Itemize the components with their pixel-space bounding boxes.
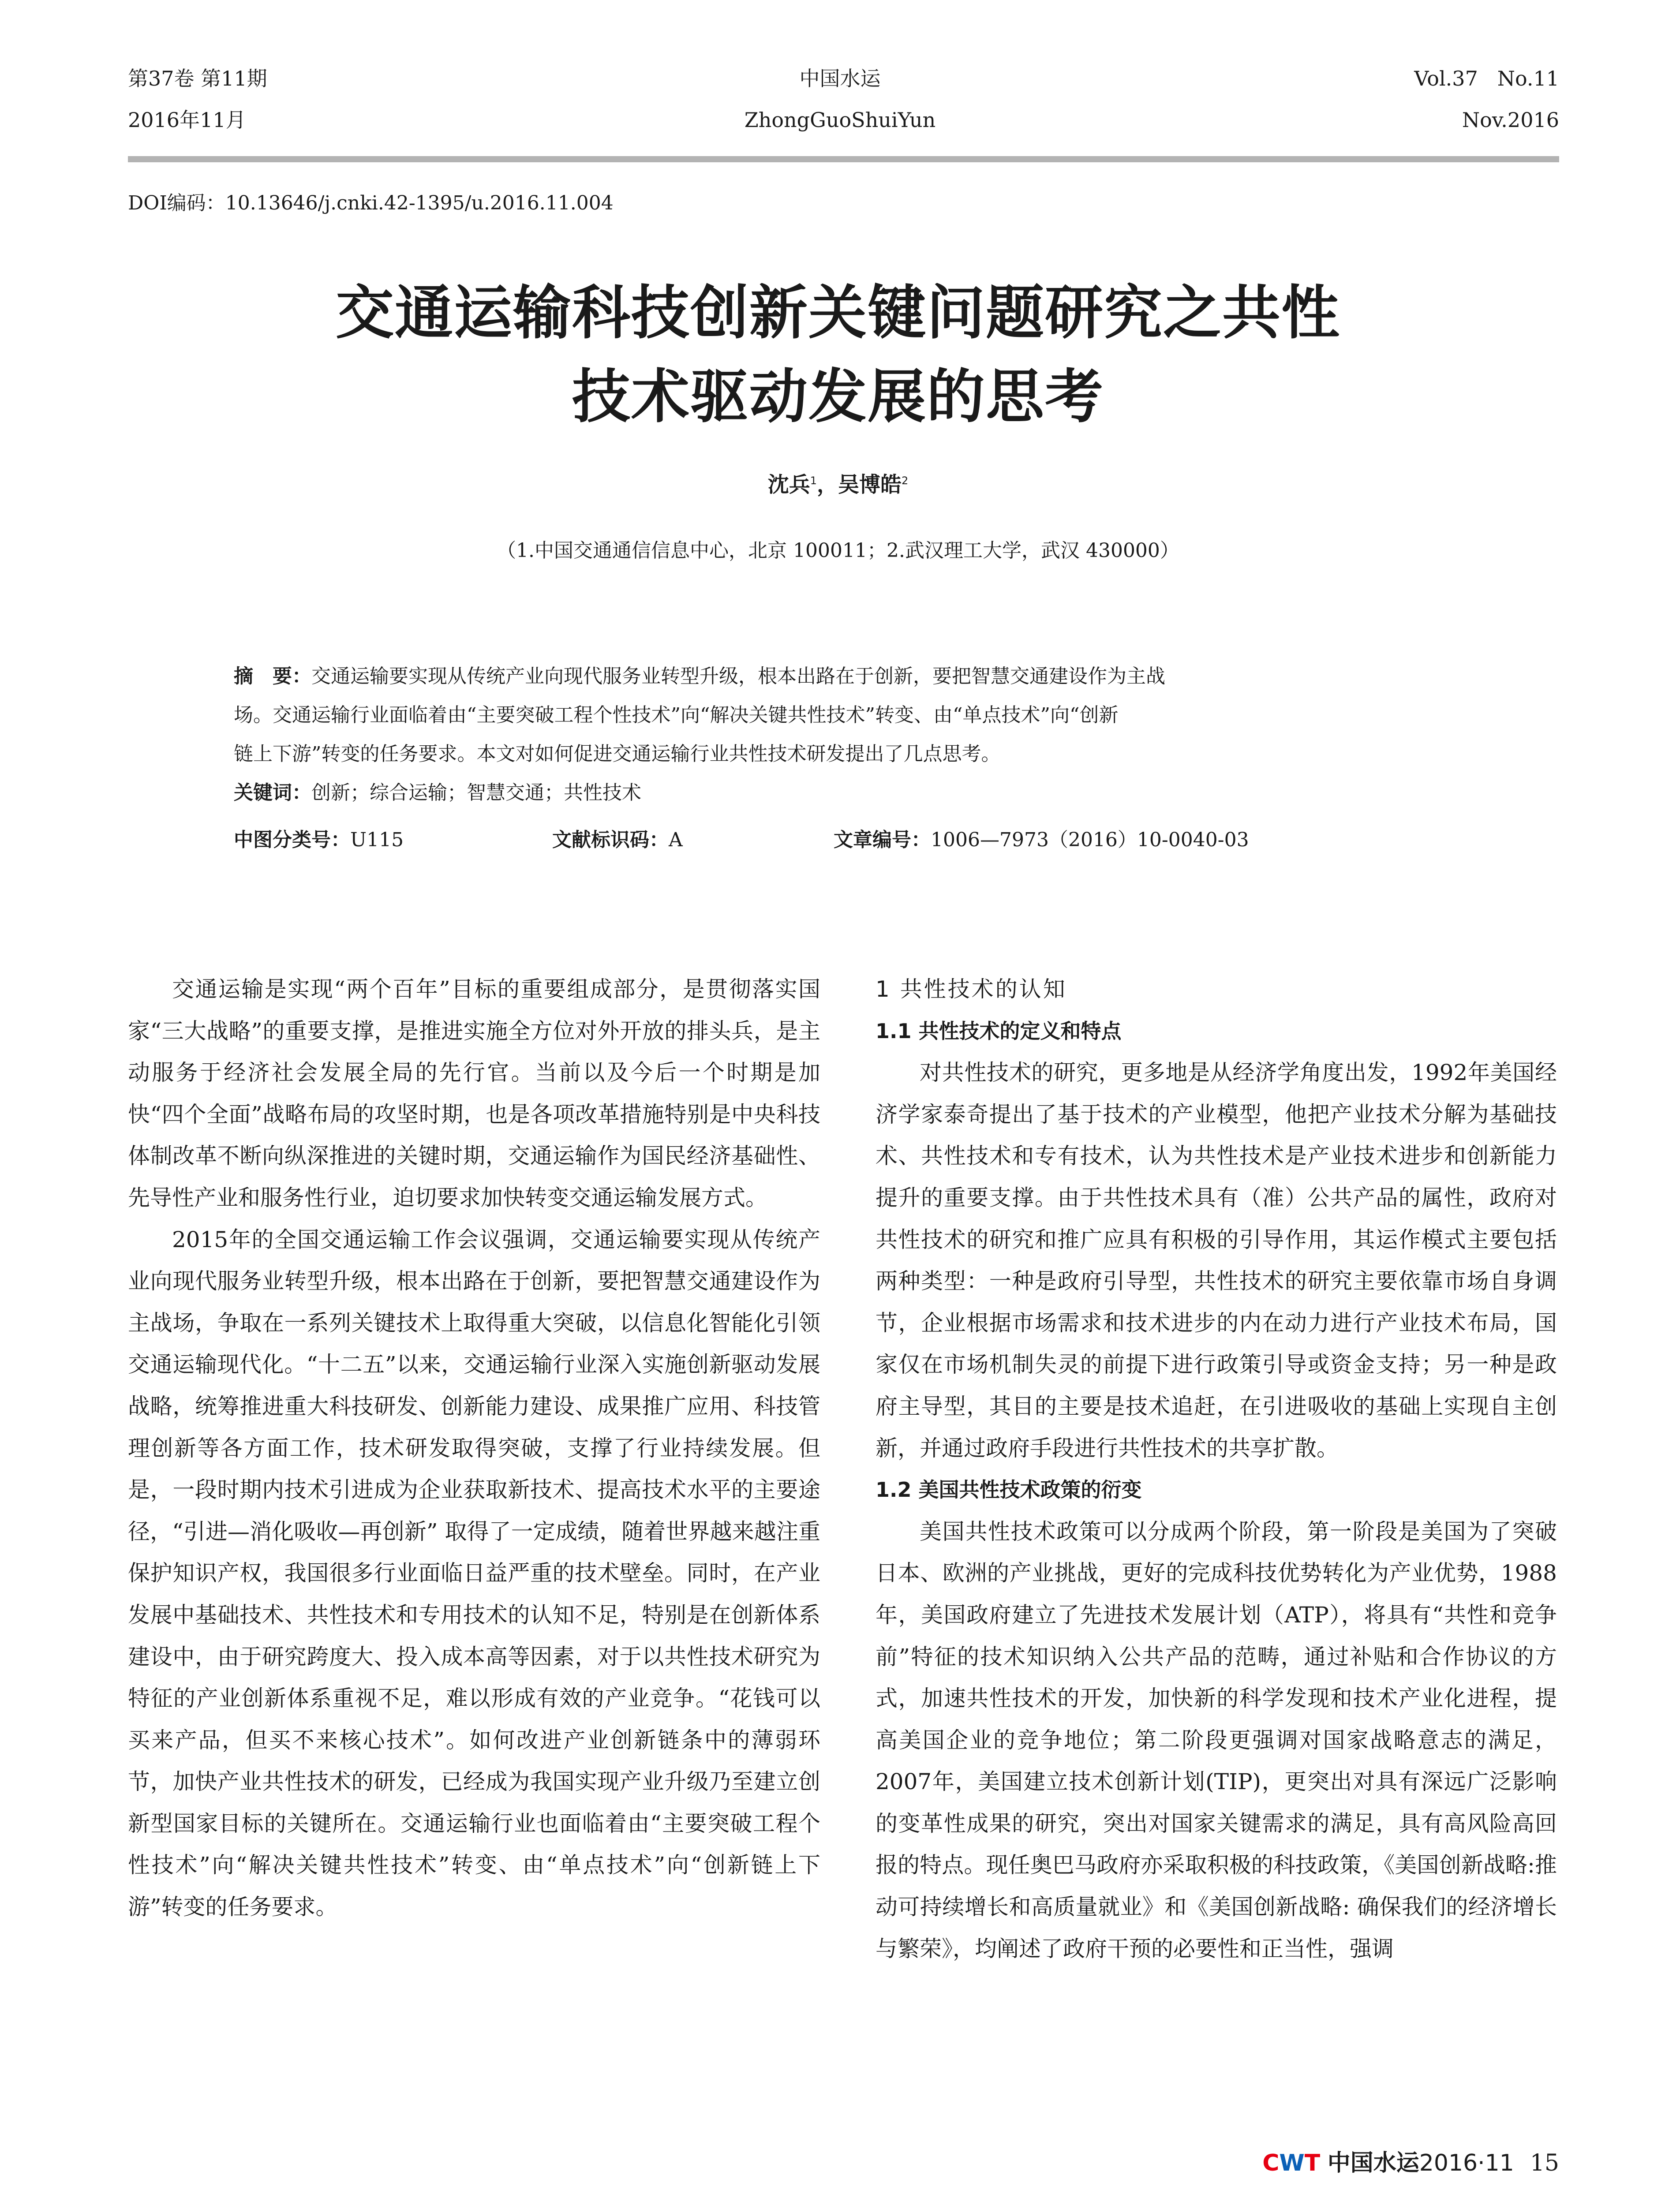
page-number: 15 xyxy=(1530,2150,1559,2176)
abstract-line: 链上下游”转变的任务要求。本文对如何促进交通运输行业共性技术研发提出了几点思考。 xyxy=(234,743,1001,765)
page-footer xyxy=(1257,2144,1559,2177)
article-number-value: 1006—7973（2016）10-0040-03 xyxy=(931,829,1249,851)
abstract xyxy=(234,657,1460,812)
footer-journal-name: 中国水运 xyxy=(1327,2150,1419,2176)
body-paragraph: 2015年的全国交通运输工作会议强调，交通运输要实现从传统产业向现代服务业转型升级，根本出路在于创新，要把智慧交通建设作为主战场，争取在一系列关键技术上取得重大突破，以信息化智能化引领交通运输现代化。“十二五”以来，交通运输行业深入实施创新驱动发展战略，统筹推进重大科技研发、创新能力建设、成果推广应用、科技管理创新等各方面工作，技术研发取得突破，支撑了行业持续发展。但是，一段时期内技术引进成为企业获取新技术、提高技术水平的主要途径，“引进—消化吸收—再创新” 取得了一定成绩，随着世界越来越注重保护知识产权，我国很多行业面临日益严重的技术壁垒。同时，在产业发展中基础技术、共性技术和专用技术的认知不足，特别是在创新体系建设中，由于研究跨度大、投入成本高等因素，对于以共性技术研究为特征的产业创新体系重视不足，难以形成有效的产业竞争。“花钱可以买来产品，但买不来核心技术”。如何改进产业创新链条中的薄弱环节，加快产业共性技术的研发，已经成为我国实现产业升级乃至建立创新型国家目标的关键所在。交通运输行业也面临着由“主要突破工程个性技术”向“解决关键共性技术”转变、由“单点技术”向“创新链上下游”转变的任务要求。 xyxy=(128,1226,820,1920)
subsection-heading: 1.1 共性技术的定义和特点 xyxy=(876,1019,1122,1043)
clc-label: 中图分类号： xyxy=(234,829,350,851)
abstract-text: 交通运输要实现从传统产业向现代服务业转型升级，根本出路在于创新，要把智慧交通建设作为主战 xyxy=(311,665,1165,688)
abstract-line xyxy=(234,657,1460,696)
document-code-label: 文献标识码： xyxy=(552,829,669,851)
section-heading: 1 共性技术的认知 xyxy=(876,976,1067,1002)
footer-issue-date: 2016·11 xyxy=(1419,2150,1514,2176)
body-paragraph: 对共性技术的研究，更多地是从经济学角度出发，1992年美国经济学家泰奇提出了基于技术的产业模型，他把产业技术分解为基础技术、共性技术和专有技术，认为共性技术是产业技术进步和创新能力提升的重要支撑。由于共性技术具有（准）公共产品的属性，政府对共性技术的研究和推广应具有积极的引导作用，其运作模式主要包括两种类型：一种是政府引导型，共性技术的研究主要依靠市场自身调节，企业根据市场需求和技术进步的内在动力进行产业技术布局，国家仅在市场机制失灵的前提下进行政策引导或资金支持；另一种是政府主导型，其目的主要是技术追赶，在引进吸收的基础上实现自主创新，并通过政府手段进行共性技术的共享扩散。 xyxy=(876,1060,1557,1461)
clc-value: U115 xyxy=(350,829,404,851)
author-affil-mark: 1 xyxy=(810,475,817,487)
header-date: 2016年11月 xyxy=(128,108,246,132)
author-name: 沈兵 xyxy=(767,472,810,497)
keywords-line xyxy=(234,774,1460,812)
document-code-value: A xyxy=(669,829,683,851)
body-paragraph: 交通运输是实现“两个百年”目标的重要组成部分，是贯彻落实国家“三大战略”的重要支撑，是推进实施全方位对外开放的排头兵，是主动服务于经济社会发展全局的先行官。当前以及今后一个时期是加快“四个全面”战略布局的攻坚时期，也是各项改革措施特别是中央科技体制改革不断向纵深推进的关键时期，交通运输作为国民经济基础性、先导性产业和服务性行业，迫切要求加快转变交通运输发展方式。 xyxy=(128,976,820,1211)
abstract-line: 场。交通运输行业面临着由“主要突破工程个性技术”向“解决关键共性技术”转变、由“单点技术”向“创新 xyxy=(234,704,1119,726)
header-journal-name: 中国水运 xyxy=(799,67,881,90)
affiliation-line: （1.中国交通通信信息中心，北京 100011；2.武汉理工大学，武汉 430000） xyxy=(497,539,1179,562)
header-rule xyxy=(128,156,1559,162)
body-column-right xyxy=(876,968,1557,1970)
header-journal-pinyin: ZhongGuoShuiYun xyxy=(744,108,936,132)
header-volume-issue: 第37卷 第11期 xyxy=(128,67,267,90)
keywords-text: 创新；综合运输；智慧交通；共性技术 xyxy=(311,781,641,804)
author-list xyxy=(132,467,1544,498)
author-name: 吴博皓 xyxy=(838,472,902,497)
article-title-line1: 交通运输科技创新关键问题研究之共性 xyxy=(336,279,1340,347)
header-date-en: Nov.2016 xyxy=(1462,108,1559,132)
body-paragraph: 美国共性技术政策可以分成两个阶段，第一阶段是美国为了突破日本、欧洲的产业挑战，更好的完成科技优势转化为产业优势，1988年，美国政府建立了先进技术发展计划（ATP），将具有“共性和竞争前”特征的技术知识纳入公共产品的范畴，通过补贴和合作协议的方式，加速共性技术的开发，加快新的科学发现和技术产业化进程，提高美国企业的竞争地位；第二阶段更强调对国家战略意志的满足，2007年，美国建立技术创新计划(TIP)，更突出对具有深远广泛影响的变革性成果的研究，突出对国家关键需求的满足，具有高风险高回报的特点。现任奥巴马政府亦采取积极的科技政策，《美国创新战略:推动可持续增长和高质量就业》和《美国创新战略: 确保我们的经济增长与繁荣》，均阐述了政府干预的必要性和正当性，强调 xyxy=(876,1518,1557,1962)
header-volume-en: Vol.37 No.11 xyxy=(1414,67,1559,90)
article-title-line2: 技术驱动发展的思考 xyxy=(572,363,1104,431)
article-number xyxy=(834,824,1249,852)
document-code xyxy=(552,824,683,852)
keywords-label: 关键词： xyxy=(234,781,311,804)
doi-line: DOI编码：10.13646/j.cnki.42-1395/u.2016.11.004 xyxy=(128,192,614,214)
abstract-label: 摘 要： xyxy=(234,665,311,688)
author-separator: ， xyxy=(816,472,838,497)
clc-number xyxy=(234,824,404,852)
article-number-label: 文章编号： xyxy=(834,829,931,851)
body-column-left xyxy=(128,968,820,1928)
cwt-logo: CWT xyxy=(1262,2150,1321,2176)
author-affil-mark: 2 xyxy=(902,475,909,487)
subsection-heading: 1.2 美国共性技术政策的衍变 xyxy=(876,1478,1142,1502)
